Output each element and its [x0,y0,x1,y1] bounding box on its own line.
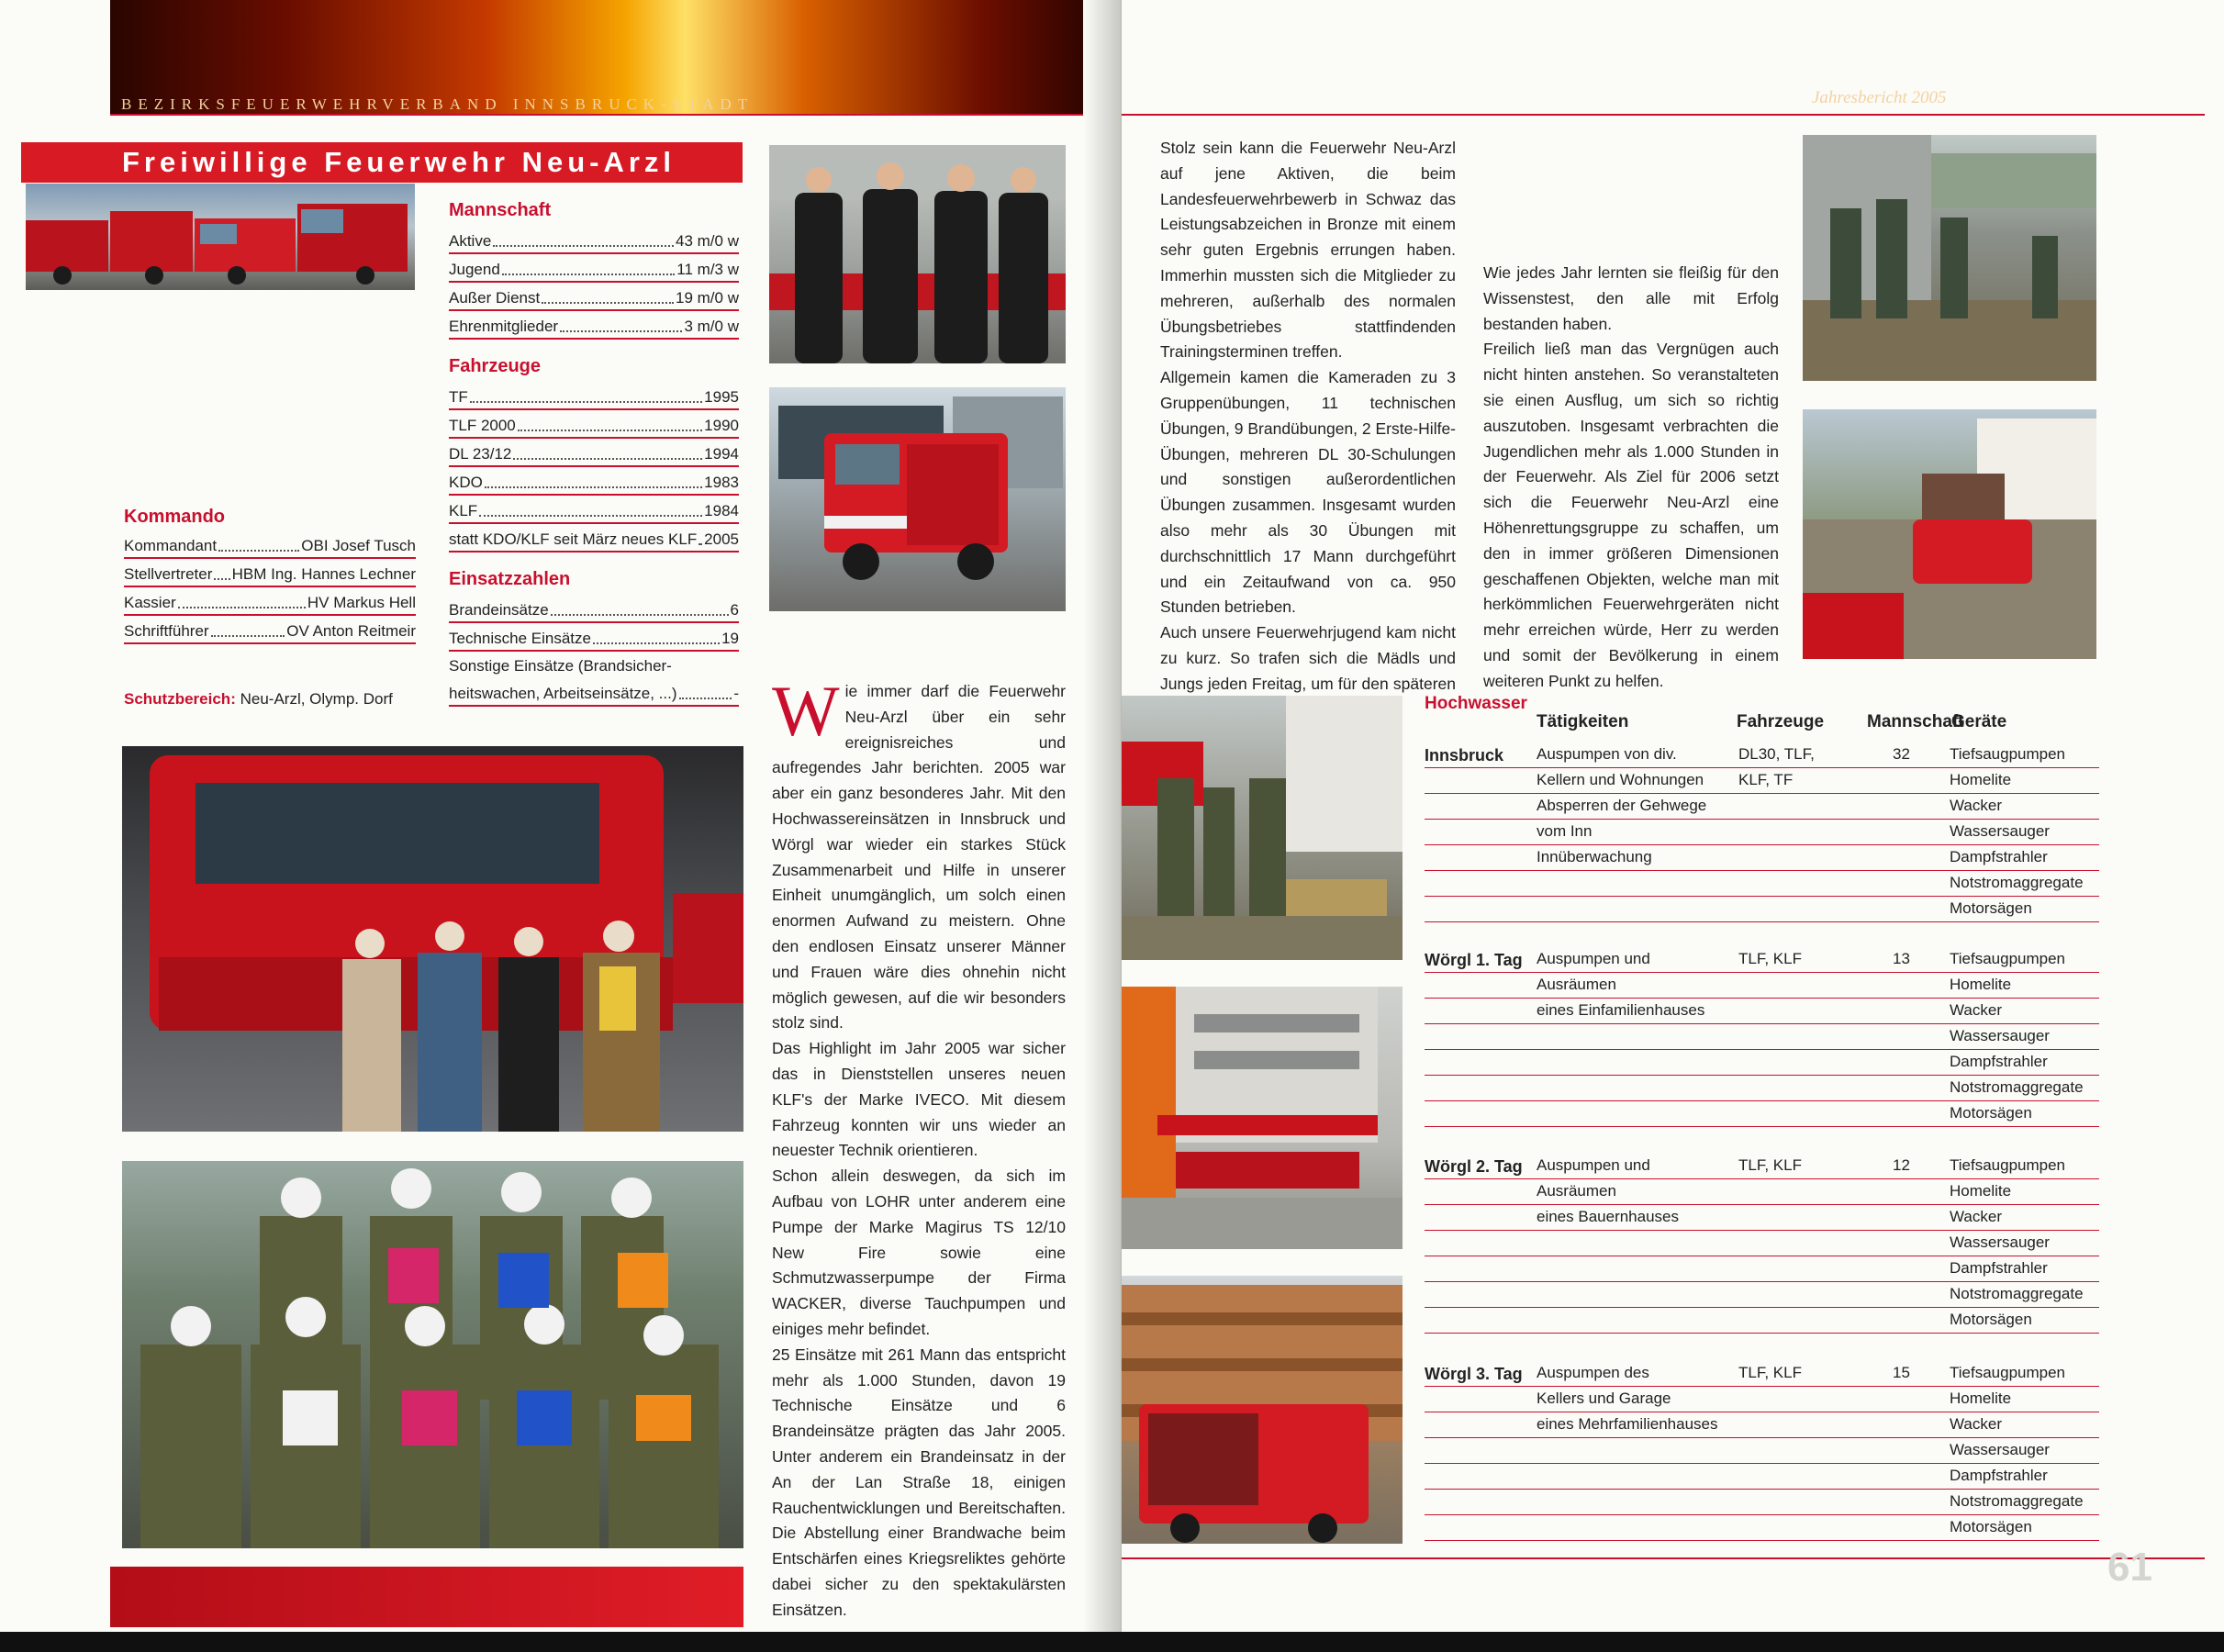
vehicle-text: TLF, KLF [1738,1364,1802,1381]
row-label: Schriftführer [124,622,209,640]
table-rule [1425,1489,2099,1490]
leader-dots [560,316,682,332]
equipment-text: Wacker [1950,1001,2002,1019]
column-header: Mannschaft [1867,712,1964,731]
dropcap: W [772,671,840,751]
leader-dots [493,230,674,247]
fahrzeuge-row [449,529,739,553]
kommando-row [124,535,416,559]
row-label: Stellvertreter [124,565,213,583]
photo-flood-crew [1122,696,1403,960]
table-rule [1425,1437,2099,1438]
table-rule [1425,1333,2099,1334]
paragraph: 25 Einsätze mit 261 Mann das entspricht mehr als 1.000 Stunden, davon 19 Technische Einsätze und 6 Brandeinsätze prägten das Jahr 2005. Unter anderem ein Brandeinsatz in der An der Lan Straße 18, einigen Rauchentwicklungen und Bereitschaften. Die Abstellung einer Brandwache beim Entschärfen eines Kriegsreliktes gehörte dabei sicher zu den spektakulärsten Einsätzen. [772,1345,1066,1619]
row-value: 43 m/0 w [676,232,739,250]
activity-text: Ausräumen [1537,976,1616,993]
table-rule [1425,1100,2099,1101]
vehicle-text: TLF, KLF [1738,1156,1802,1174]
row-label: Aktive [449,232,492,250]
row-value: 3 m/0 w [684,318,739,335]
header-report: Jahresbericht 2005 [1812,88,1947,107]
equipment-text: Wassersauger [1950,1441,2050,1458]
table-rule [1425,819,2099,820]
table-rule [1425,1230,2099,1231]
mannschaft-heading: Mannschaft [449,200,552,220]
row-value: 1990 [704,417,739,434]
einsatz-row [449,599,739,623]
equipment-text: Tiefsaugpumpen [1950,745,2066,763]
table-rule [1425,972,2099,973]
table-rule [1425,896,2099,897]
column-header: Geräte [1951,712,2007,731]
leader-dots [502,259,676,275]
einsatz-row [449,683,739,707]
leader-dots [178,592,306,608]
row-label: Kommandant [124,537,218,554]
table-rule [1425,1463,2099,1464]
equipment-text: Homelite [1950,1390,2012,1407]
article-right-2 [1483,261,1779,695]
equipment-text: Homelite [1950,1182,2012,1200]
table-rule [1425,1204,2099,1205]
row-value: 19 [721,630,739,647]
row-label: KDO [449,474,483,491]
row-label: TF [449,388,468,406]
leader-dots [518,415,702,431]
row-label: Jugend [449,261,500,278]
fahrzeuge-row [449,386,739,410]
kommando-row [124,592,416,616]
vehicle-text: TLF, KLF [1738,950,1802,967]
equipment-text: Motorsägen [1950,1518,2032,1535]
leader-dots [485,472,702,488]
einsatzzahlen-heading: Einsatzzahlen [449,569,571,589]
table-rule [1425,870,2099,871]
leader-dots [513,443,702,460]
table-rule [1425,1075,2099,1076]
table-rule [1425,1126,2099,1127]
equipment-text: Wassersauger [1950,822,2050,840]
photo-flood-street [1803,409,2096,659]
equipment-text: Wacker [1950,1208,2002,1225]
leader-dots [479,500,702,517]
row-value: 2005 [704,530,739,548]
paragraph: Stolz sein kann die Feuerwehr Neu-Arzl auf jene Aktiven, die beim Landesfeuerwehrbewerb in Schwaz das Leistungsabzeichen in Bronze mit einem sehr guten Ergebnis errungen haben. Immerhin mussten sich die Mitglieder zu mehreren, außerhalb des normalen Übungsbetriebes stattfindenden Trainingsterminen treffen. [1160,139,1456,362]
paragraph: Freilich ließ man das Vergnügen auch nicht hinten anstehen. So veranstalteten sie einen Ausflug, um sich so richtig auszutoben. Insgesamt verbrachten die Jugendlichen mehr als 1.000 Stunden in der Feuerwehr. Als Ziel für 2006 setzt sich die Feuerwehr Neu-Arzl eine Höhenrettungsgruppe zu schaffen, um den in immer größeren Dimensionen geschaffenen Objekten, welche man mit herkömmlichen Feuerwehrgeräten nicht mehr erreichen würde, Herr zu werden und somit der Bevölkerung in einem weiteren Punkt zu helfen. [1483,340,1779,690]
activity-text: Auspumpen von div. [1537,745,1677,763]
right-page [1122,0,2224,1632]
equipment-text: Wassersauger [1950,1233,2050,1251]
paragraph: Auch unsere Feuerwehrjugend kam nicht zu kurz. So trafen sich die Mädls und Jungs jeden Freitag, um für den späteren [1160,623,1456,693]
fahrzeuge-row [449,472,739,496]
equipment-text: Dampfstrahler [1950,848,2048,865]
equipment-text: Tiefsaugpumpen [1950,950,2066,967]
row-value: HV Markus Hell [307,594,416,611]
table-rule [1425,1386,2099,1387]
fahrzeuge-row [449,443,739,467]
activity-text: eines Bauernhauses [1537,1208,1680,1225]
column-header: Fahrzeuge [1737,712,1825,731]
schutzbereich-value: Neu-Arzl, Olymp. Dorf [240,690,393,708]
row-value: OBI Josef Tusch [301,537,416,554]
row-label: KLF [449,502,478,519]
equipment-text: Notstromaggregate [1950,1492,2084,1510]
paragraph: Allgemein kamen die Kameraden zu 3 Gruppenübungen, 11 technischen Übungen, 9 Brandübungen, 2 Erste-Hilfe-Übungen, mehreren DL 30-Schulungen und sonstigen außerordentlichen Übungen zusammen. Insgesamt wurden also mehr als 30 Übungen mit durchschnittlich 17 Mann durchgeführt und ein Zeitaufwand von ca. 950 Stunden betrieben. [1160,368,1457,617]
table-rule [1425,1307,2099,1308]
sonstige-label-1: Sonstige Einsätze (Brandsicher- [449,657,672,675]
table-rule [1425,1023,2099,1024]
equipment-text: Motorsägen [1950,899,2032,917]
row-value: 1995 [704,388,739,406]
column-header: Tätigkeiten [1537,712,1629,731]
crew-count: 13 [1893,950,1910,967]
activity-text: eines Mehrfamilienhauses [1537,1415,1718,1433]
photo-wooden-house-truck [1122,1276,1403,1544]
leader-dots [218,535,299,552]
photo-fire-station [1122,987,1403,1249]
row-label: DL 23/12 [449,445,512,463]
photo-youth-team [122,1161,743,1548]
equipment-text: Dampfstrahler [1950,1467,2048,1484]
row-label: heitswachen, Arbeitseinsätze, ...) [449,685,677,702]
leader-dots [542,287,674,304]
equipment-text: Wacker [1950,1415,2002,1433]
activity-text: vom Inn [1537,822,1593,840]
activity-text: Absperren der Gehwege [1537,797,1707,814]
header-rule [1122,114,2205,116]
row-label: Außer Dienst [449,289,541,307]
crew-count: 15 [1893,1364,1910,1381]
activity-text: Kellern und Wohnungen [1537,771,1704,788]
activity-text: eines Einfamilienhauses [1537,1001,1705,1019]
row-label: Kassier [124,594,176,611]
mannschaft-row [449,259,739,283]
leader-dots [211,620,285,637]
row-label: TLF 2000 [449,417,516,434]
fahrzeuge-row [449,500,739,524]
photo-group-airport-truck [122,746,743,1132]
location-label: Wörgl 1. Tag [1425,951,1523,969]
kommando-row [124,620,416,644]
footer-rule [1122,1557,2205,1559]
leader-dots [593,628,720,644]
location-label: Wörgl 2. Tag [1425,1157,1523,1176]
activity-text: Auspumpen und [1537,1156,1650,1174]
page-title: Freiwillige Feuerwehr Neu-Arzl [21,142,743,183]
leader-dots [679,683,732,699]
row-value: 1994 [704,445,739,463]
row-label: Brandeinsätze [449,601,549,619]
header-association: BEZIRKSFEUERWEHRVERBAND INNSBRUCK-STADT [121,95,754,113]
table-rule [1425,1178,2099,1179]
paragraph: Schon allein deswegen, da sich im Aufbau von LOHR unter anderem eine Pumpe der Marke Magirus TS 12/10 New Fire sowie eine Schmutzwasserpumpe der Firma WACKER, diverse Tauchpumpen und einiges mehr befindet. [772,1166,1066,1338]
page-number: 61 [2107,1545,2152,1590]
schutzbereich-label: Schutzbereich: [124,690,236,708]
equipment-text: Tiefsaugpumpen [1950,1156,2066,1174]
fahrzeuge-row [449,415,739,439]
mannschaft-row [449,287,739,311]
table-rule [1425,1514,2099,1515]
einsatz-row [449,628,739,652]
location-label: Innsbruck [1425,746,1504,765]
kommando-row [124,564,416,587]
table-rule [1425,844,2099,845]
row-value: 1984 [704,502,739,519]
fahrzeuge-heading: Fahrzeuge [449,356,542,376]
equipment-text: Homelite [1950,976,2012,993]
equipment-text: Notstromaggregate [1950,1078,2084,1096]
crew-count: 32 [1893,745,1910,763]
activity-text: Innüberwachung [1537,848,1652,865]
mannschaft-row [449,316,739,340]
row-value: 6 [730,601,739,619]
kommando-heading: Kommando [124,507,225,527]
leader-dots [214,564,229,580]
activity-text: Auspumpen und [1537,950,1650,967]
equipment-text: Wassersauger [1950,1027,2050,1044]
photo-flood-garage [1803,135,2096,381]
row-label: Ehrenmitglieder [449,318,559,335]
equipment-text: Notstromaggregate [1950,1285,2084,1302]
row-label: Technische Einsätze [449,630,591,647]
equipment-text: Dampfstrahler [1950,1259,2048,1277]
schutzbereich [124,690,393,709]
paragraph: ie immer darf die Feuerwehr Neu-Arzl über ein sehr ereignisreiches und aufregendes Jahr berichten. 2005 war aber ein ganz besonderes Jahr. Mit den Hochwassereinsätzen in Innsbruck und Wörgl war wieder ein starkes Stück Zusammenarbeit und Hilfe in unserer Einheit unumgänglich, um solch einen enormen Aufwand zu meistern. Ohne den endlosen Einsatz unserer Männer und Frauen wäre dies ohnehin nicht möglich gewesen, auf die wir besonders stolz sind. [772,682,1066,1032]
vehicle-text: DL30, TLF, [1738,745,1815,763]
header-rule [110,114,1101,116]
article-right-1 [1160,136,1456,722]
photo-commanders [769,145,1066,363]
activity-text: Ausräumen [1537,1182,1616,1200]
photo-new-klf [769,387,1066,611]
table-rule [1425,1281,2099,1282]
equipment-text: Homelite [1950,771,2012,788]
row-value: 11 m/3 w [676,261,739,278]
equipment-text: Motorsägen [1950,1104,2032,1122]
table-rule [1425,921,2099,922]
equipment-text: Tiefsaugpumpen [1950,1364,2066,1381]
paragraph: Wie jedes Jahr lernten sie fleißig für den Wissenstest, den alle mit Erfolg bestanden haben. [1483,263,1779,333]
table-rule [1425,1049,2099,1050]
leader-dots [551,599,729,616]
activity-text: Kellers und Garage [1537,1390,1671,1407]
equipment-text: Wacker [1950,797,2002,814]
activity-text: Auspumpen des [1537,1364,1649,1381]
row-value: - [733,685,739,702]
leader-dots [470,386,702,403]
vehicle-text: KLF, TF [1738,771,1794,788]
row-value: OV Anton Reitmeir [286,622,416,640]
equipment-text: Dampfstrahler [1950,1053,2048,1070]
equipment-text: Motorsägen [1950,1311,2032,1328]
photo-fleet [26,184,415,290]
row-value: 1983 [704,474,739,491]
paragraph: Das Highlight im Jahr 2005 war sicher das in Dienststellen unseres neuen KLF's der Marke IVECO. Mit diesem Fahrzeug konnten wir uns wieder an neuester Technik orientieren. [772,1039,1066,1160]
row-value: 19 m/0 w [676,289,739,307]
table-rule [1425,793,2099,794]
location-label: Wörgl 3. Tag [1425,1365,1523,1383]
table-rule [1425,767,2099,768]
leader-dots [698,529,702,545]
hochwasser-heading: Hochwasser [1425,694,1527,713]
table-rule [1425,998,2099,999]
footer-red-bar [110,1567,743,1627]
article-left [772,671,1066,1623]
crew-count: 12 [1893,1156,1910,1174]
row-value: HBM Ing. Hannes Lechner [231,565,416,583]
equipment-text: Notstromaggregate [1950,874,2084,891]
row-label: statt KDO/KLF seit März neues KLF [449,530,698,548]
mannschaft-row [449,230,739,254]
table-rule [1425,1540,2099,1541]
